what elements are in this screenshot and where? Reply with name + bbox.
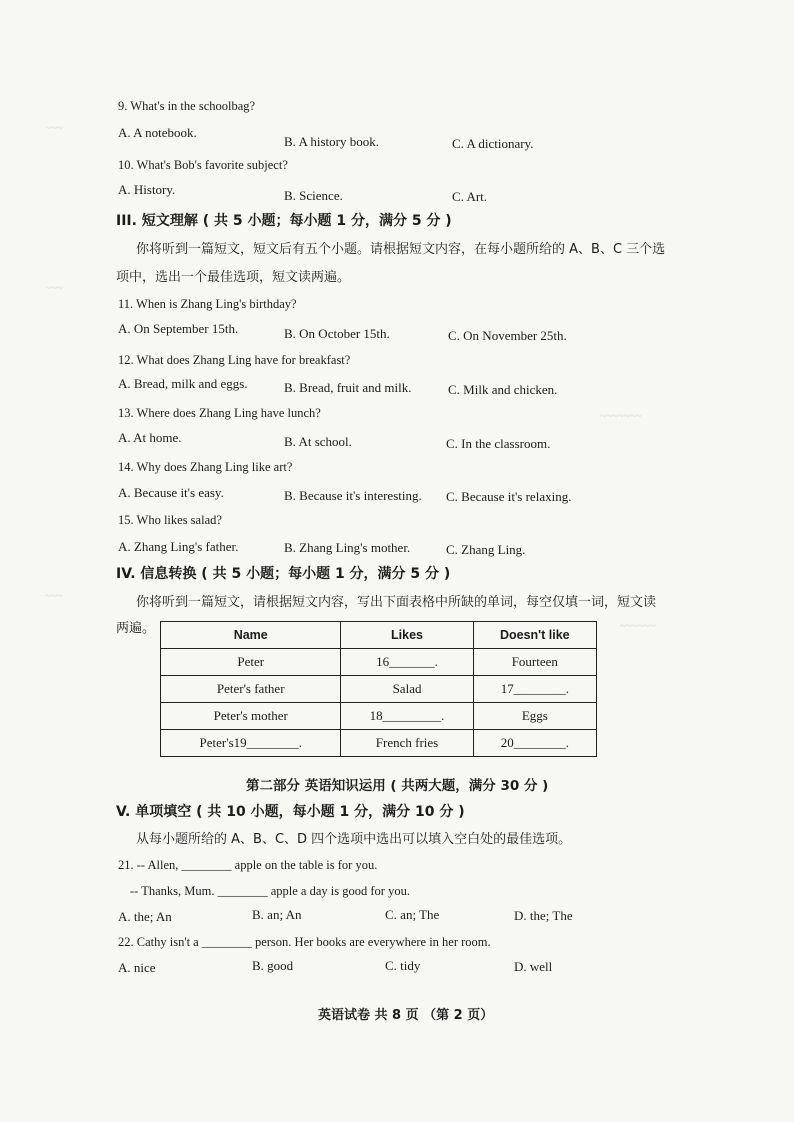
page-footer: 英语试卷 共 8 页 （第 2 页） bbox=[318, 1008, 494, 1023]
q13-option-b: B. At school. bbox=[284, 434, 352, 449]
table-cell-blank-17: 17________. bbox=[473, 676, 596, 703]
q10-option-b: B. Science. bbox=[284, 188, 343, 203]
q21-line2: -- Thanks, Mum. ________ apple a day is good for you. bbox=[130, 884, 410, 898]
q14-option-c: C. Because it's relaxing. bbox=[446, 489, 572, 504]
table-row bbox=[161, 649, 597, 676]
bleed-through-mark: ~~~ bbox=[45, 590, 63, 602]
bleed-through-mark: ~~~~~~~ bbox=[600, 410, 642, 422]
table-header-row bbox=[161, 622, 597, 649]
q9-option-a: A. A notebook. bbox=[118, 125, 197, 140]
part-2-title: 第二部分 英语知识运用 ( 共两大题，满分 30 分 ) bbox=[246, 778, 549, 794]
q21-option-c: C. an; The bbox=[385, 907, 440, 922]
q12-option-c: C. Milk and chicken. bbox=[448, 382, 558, 397]
column-header-doesnt-like: Doesn't like bbox=[473, 622, 596, 649]
table-row bbox=[161, 676, 597, 703]
table-cell: Salad bbox=[341, 676, 473, 703]
q22-option-b: B. good bbox=[252, 958, 294, 973]
column-header-likes: Likes bbox=[341, 622, 473, 649]
table-cell: Fourteen bbox=[473, 649, 596, 676]
q13-option-a: A. At home. bbox=[118, 430, 182, 445]
table-cell-blank-16: 16_______. bbox=[341, 649, 473, 676]
q9-option-b: B. A history book. bbox=[284, 134, 379, 149]
table-cell-blank-18: 18_________. bbox=[341, 703, 473, 730]
q14-stem: 14. Why does Zhang Ling like art? bbox=[118, 460, 293, 474]
table-row bbox=[161, 703, 597, 730]
q10-option-a: A. History. bbox=[118, 182, 176, 197]
table-cell: Peter bbox=[161, 649, 341, 676]
section-5-title: V. 单项填空 ( 共 10 小题，每小题 1 分，满分 10 分 ) bbox=[116, 804, 465, 820]
q11-option-c: C. On November 25th. bbox=[448, 328, 567, 343]
q9-stem: 9. What's in the schoolbag? bbox=[118, 99, 256, 113]
q12-option-a: A. Bread, milk and eggs. bbox=[118, 376, 248, 391]
table-cell: Peter's father bbox=[161, 676, 341, 703]
section-3-instruction-line2: 项中，选出一个最佳选项，短文读两遍。 bbox=[116, 270, 351, 285]
q22-stem: 22. Cathy isn't a ________ person. Her books are everywhere in her room. bbox=[118, 935, 491, 949]
q21-option-b: B. an; An bbox=[252, 907, 302, 922]
q10-stem: 10. What's Bob's favorite subject? bbox=[118, 158, 288, 172]
bleed-through-mark: ~~~ bbox=[45, 122, 63, 134]
q21-line1: 21. -- Allen, ________ apple on the table is for you. bbox=[118, 858, 378, 872]
q11-stem: 11. When is Zhang Ling's birthday? bbox=[118, 297, 297, 311]
q15-stem: 15. Who likes salad? bbox=[118, 513, 222, 527]
q13-option-c: C. In the classroom. bbox=[446, 436, 551, 451]
column-header-name: Name bbox=[161, 622, 341, 649]
section-3-instruction-line1: 你将听到一篇短文，短文后有五个小题。请根据短文内容，在每小题所给的 A、B、C 三个选 bbox=[136, 242, 666, 257]
table-cell-blank-19: Peter's19________. bbox=[161, 730, 341, 757]
table-cell: French fries bbox=[341, 730, 473, 757]
q13-stem: 13. Where does Zhang Ling have lunch? bbox=[118, 406, 321, 420]
table-cell-blank-20: 20________. bbox=[473, 730, 596, 757]
q11-option-a: A. On September 15th. bbox=[118, 321, 239, 336]
q10-option-c: C. Art. bbox=[452, 189, 488, 204]
section-4-instruction-line2: 两遍。 bbox=[116, 621, 156, 636]
q14-option-b: B. Because it's interesting. bbox=[284, 488, 422, 503]
q15-option-b: B. Zhang Ling's mother. bbox=[284, 540, 411, 555]
q14-option-a: A. Because it's easy. bbox=[118, 485, 224, 500]
section-4-instruction-line1: 你将听到一篇短文，请根据短文内容，写出下面表格中所缺的单词，每空仅填一词，短文读 bbox=[136, 595, 657, 610]
q11-option-b: B. On October 15th. bbox=[284, 326, 390, 341]
bleed-through-mark: ~~~~~~ bbox=[620, 620, 656, 632]
q12-option-b: B. Bread, fruit and milk. bbox=[284, 380, 412, 395]
q15-option-a: A. Zhang Ling's father. bbox=[118, 539, 239, 554]
section-5-instruction: 从每小题所给的 A、B、C、D 四个选项中选出可以填入空白处的最佳选项。 bbox=[136, 832, 572, 847]
bleed-through-mark: ~~~ bbox=[45, 282, 63, 294]
section-4-title: IV. 信息转换 ( 共 5 小题；每小题 1 分，满分 5 分 ) bbox=[116, 566, 451, 582]
q21-option-d: D. the; The bbox=[514, 908, 573, 923]
q21-option-a: A. the; An bbox=[118, 909, 172, 924]
q22-option-d: D. well bbox=[514, 959, 553, 974]
q15-option-c: C. Zhang Ling. bbox=[446, 542, 526, 557]
q9-option-c: C. A dictionary. bbox=[452, 136, 534, 151]
table-cell: Peter's mother bbox=[161, 703, 341, 730]
q12-stem: 12. What does Zhang Ling have for breakfast? bbox=[118, 353, 351, 367]
table-cell: Eggs bbox=[473, 703, 596, 730]
q22-option-c: C. tidy bbox=[385, 958, 421, 973]
info-conversion-table bbox=[160, 621, 597, 757]
table-row bbox=[161, 730, 597, 757]
q22-option-a: A. nice bbox=[118, 960, 156, 975]
section-3-title: III. 短文理解 ( 共 5 小题；每小题 1 分，满分 5 分 ) bbox=[116, 213, 452, 229]
